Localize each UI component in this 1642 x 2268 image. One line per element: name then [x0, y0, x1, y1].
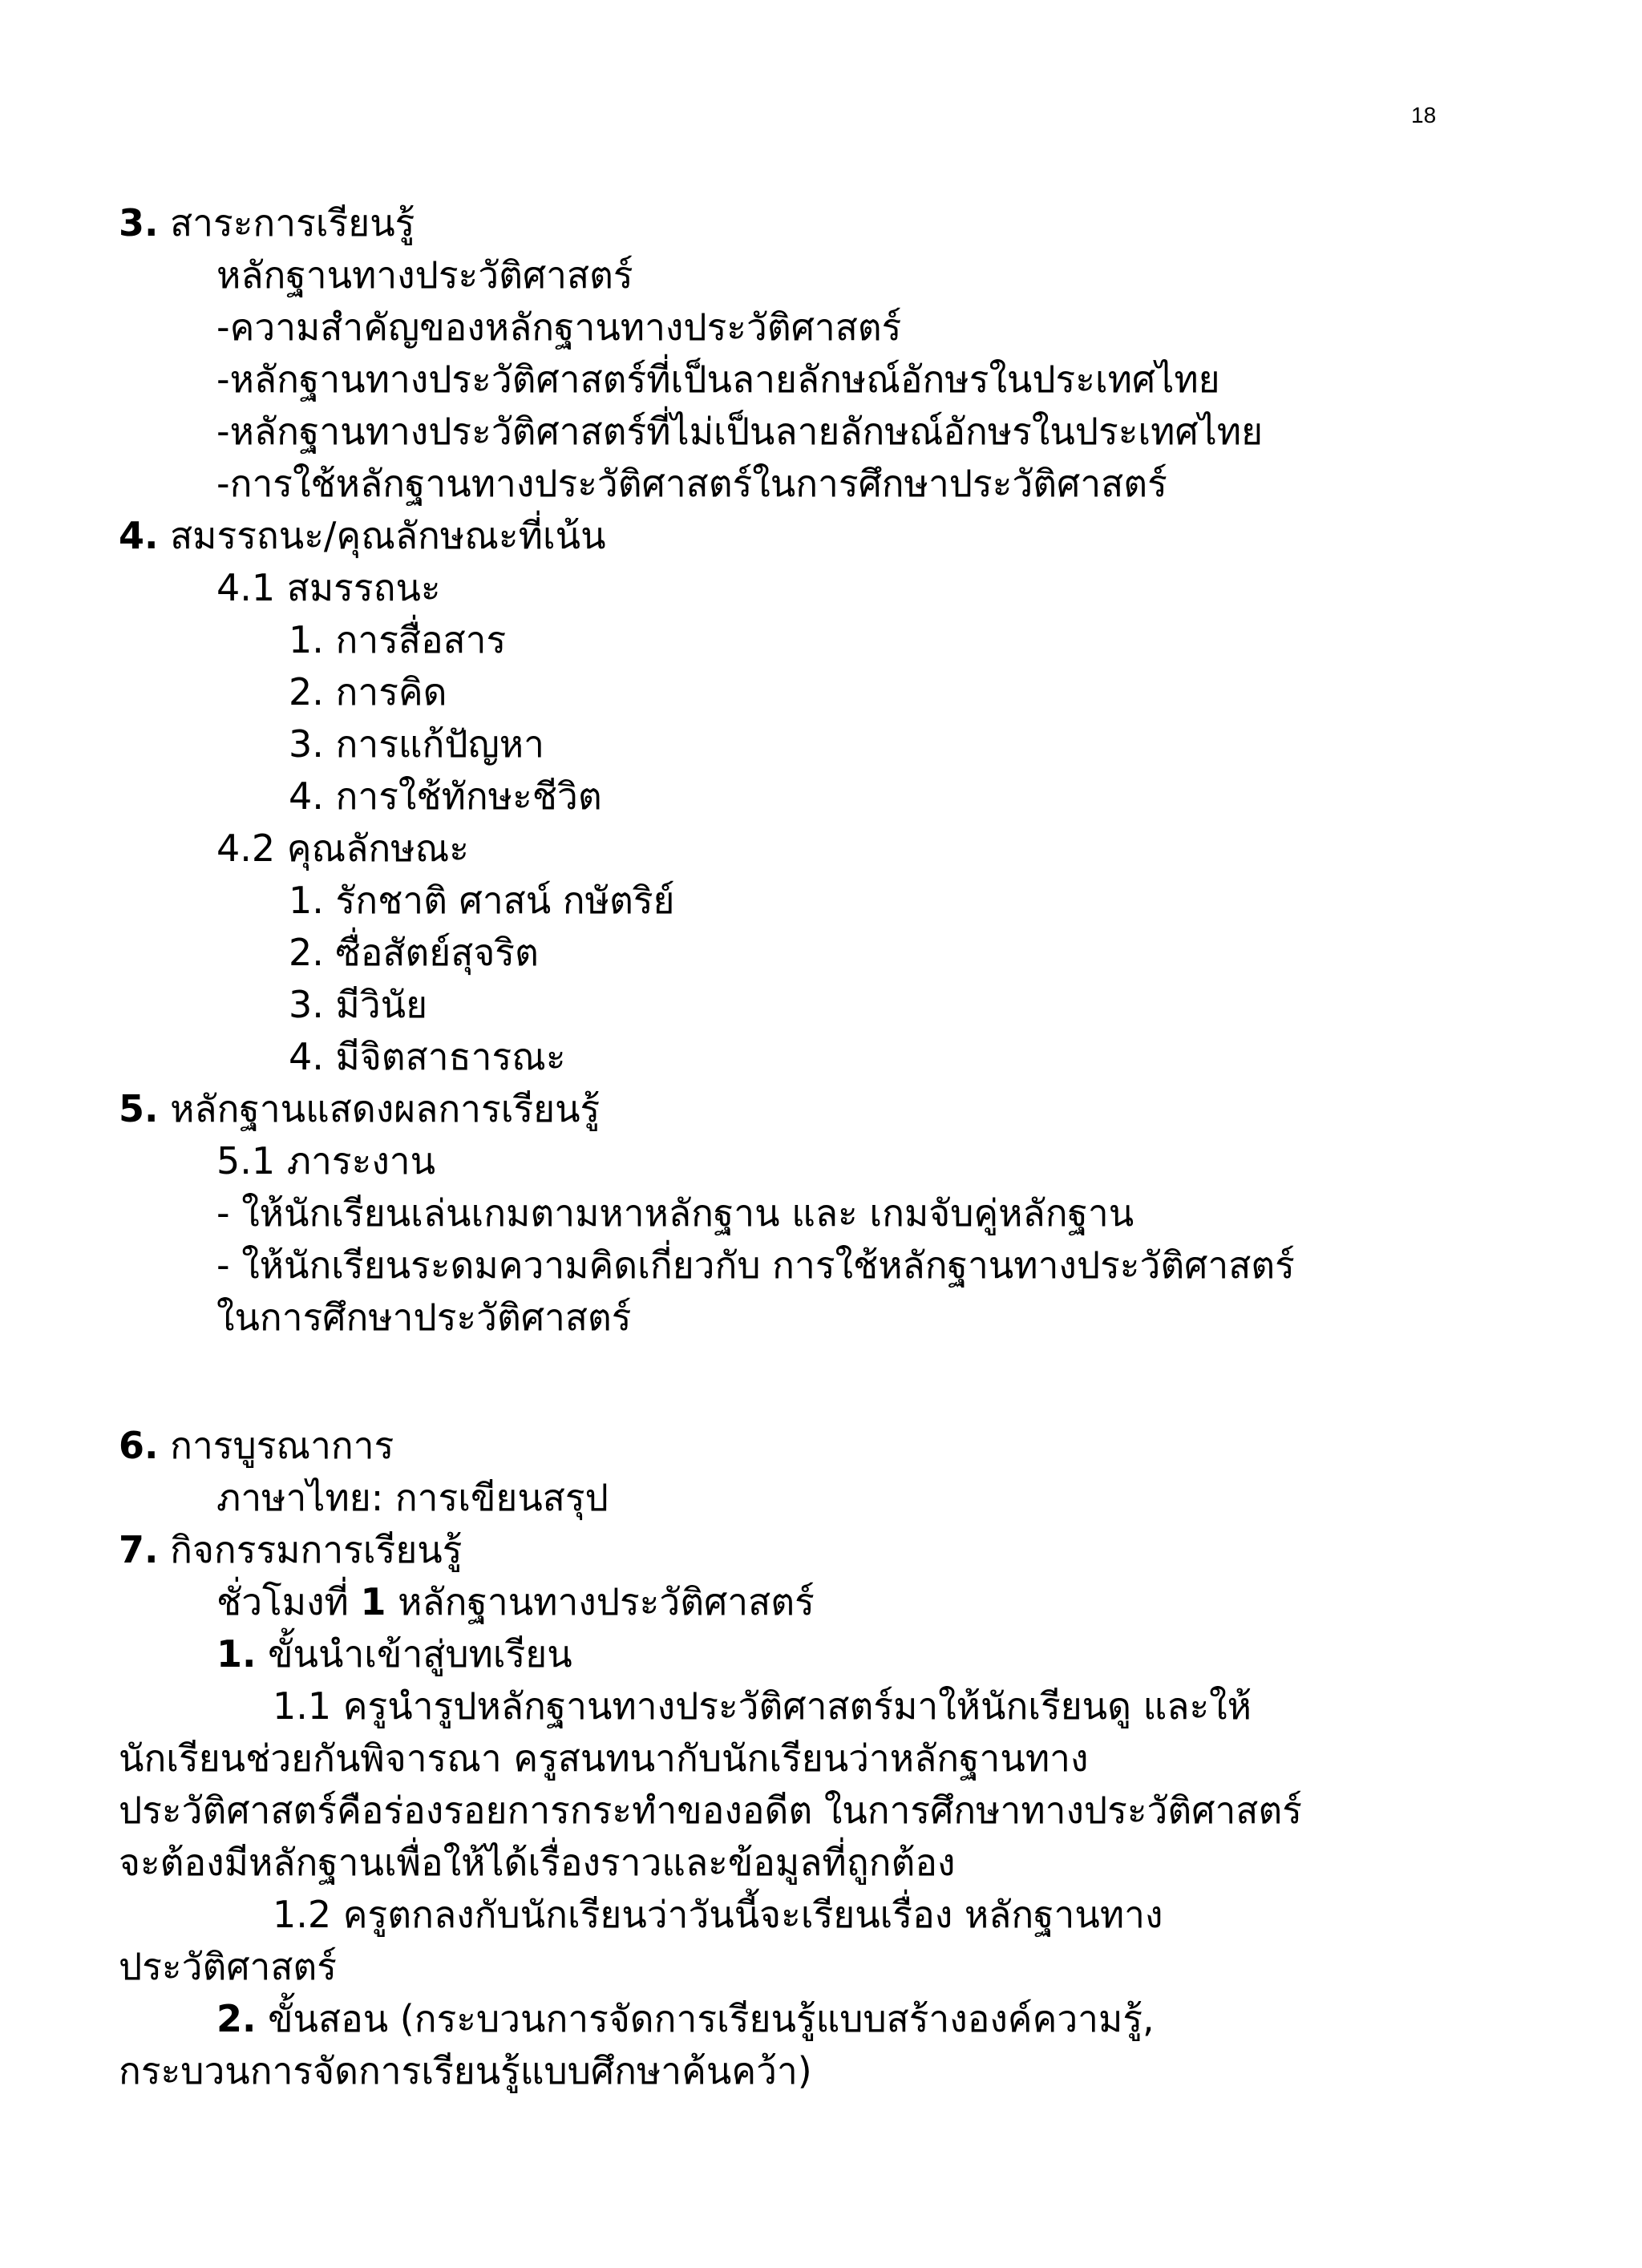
paragraph-1-1-line: ประวัติศาสตร์คือร่องรอยการกระทำของอดีต ในการศึกษาทางประวัติศาสตร์ [119, 1789, 1302, 1832]
section-3-number: 3. [119, 201, 159, 245]
section-4-heading [119, 509, 606, 562]
step-2-title: ขั้นสอน (กระบวนการจัดการเรียนรู้แบบสร้างองค์ความรู้, [268, 1997, 1155, 2040]
section-4-number: 4. [119, 514, 159, 557]
paragraph-1-1-line: นักเรียนช่วยกันพิจารณา ครูสนทนากับนักเรียนว่าหลักฐานทาง [119, 1736, 1089, 1780]
step-1-title: ขั้นนำเข้าสู่บทเรียน [268, 1632, 572, 1676]
section-5-number: 5. [119, 1087, 159, 1130]
section-7-heading [119, 1523, 462, 1576]
integration-item: ภาษาไทย: การเขียนสรุป [216, 1476, 609, 1519]
section-6-number: 6. [119, 1424, 159, 1467]
characteristic-item: 3. มีวินัย [289, 983, 428, 1026]
task-item: - ให้นักเรียนเล่นเกมตามหาหลักฐาน และ เกมจับคู่หลักฐาน [216, 1191, 1134, 1235]
section-3-item: หลักฐานทางประวัติศาสตร์ [216, 253, 633, 297]
section-5-title: หลักฐานแสดงผลการเรียนรู้ [170, 1087, 601, 1130]
hour-number: 1 [360, 1580, 386, 1623]
step-2-heading [216, 1992, 1155, 2045]
section-3-item: -ความสำคัญของหลักฐานทางประวัติศาสตร์ [216, 305, 902, 349]
competency-item: 4. การใช้ทักษะชีวิต [289, 774, 602, 818]
section-3-title: สาระการเรียนรู้ [170, 201, 415, 245]
section-6-heading [119, 1419, 394, 1472]
subsection-4-2-title: 4.2 คุณลักษณะ [216, 827, 469, 870]
characteristic-item: 2. ซื่อสัตย์สุจริต [289, 931, 539, 974]
page-number: 18 [1411, 103, 1437, 127]
section-5-heading [119, 1082, 600, 1135]
section-3-item: -หลักฐานทางประวัติศาสตร์ที่เป็นลายลักษณ์อักษรในประเทศไทย [216, 358, 1220, 401]
hour-prefix: ชั่วโมงที่ [216, 1580, 349, 1623]
competency-item: 3. การแก้ปัญหา [289, 722, 544, 766]
step-2-title-continuation: กระบวนการจัดการเรียนรู้แบบศึกษาค้นคว้า) [119, 2049, 812, 2092]
subsection-4-1-title: 4.1 สมรรถนะ [216, 566, 441, 609]
step-1-number: 1. [216, 1632, 257, 1676]
paragraph-1-1-line: จะต้องมีหลักฐานเพื่อให้ได้เรื่องราวและข้อมูลที่ถูกต้อง [119, 1841, 956, 1884]
hour-title: หลักฐานทางประวัติศาสตร์ [398, 1580, 815, 1623]
section-6-title: การบูรณาการ [170, 1424, 394, 1467]
characteristic-item: 4. มีจิตสาธารณะ [289, 1035, 566, 1078]
subsection-5-1-title: 5.1 ภาระงาน [216, 1139, 436, 1183]
paragraph-1-2-line: 1.2 ครูตกลงกับนักเรียนว่าวันนี้จะเรียนเรื่อง หลักฐานทาง [273, 1893, 1163, 1936]
section-7-title: กิจกรรมการเรียนรู้ [170, 1528, 463, 1571]
step-2-number: 2. [216, 1997, 257, 2040]
competency-item: 1. การสื่อสาร [289, 618, 507, 661]
hour-heading [216, 1575, 815, 1628]
section-3-heading [119, 196, 415, 249]
section-7-number: 7. [119, 1528, 159, 1571]
paragraph-1-2-line: ประวัติศาสตร์ [119, 1945, 338, 1988]
competency-item: 2. การคิด [289, 670, 447, 714]
task-item: - ให้นักเรียนระดมความคิดเกี่ยวกับ การใช้หลักฐานทางประวัติศาสตร์ [216, 1243, 1295, 1287]
characteristic-item: 1. รักชาติ ศาสน์ กษัตริย์ [289, 879, 675, 922]
section-3-item: -หลักฐานทางประวัติศาสตร์ที่ไม่เป็นลายลักษณ์อักษรในประเทศไทย [216, 410, 1264, 453]
section-4-title: สมรรถนะ/คุณลักษณะที่เน้น [170, 514, 606, 557]
section-3-item: -การใช้หลักฐานทางประวัติศาสตร์ในการศึกษาประวัติศาสตร์ [216, 462, 1167, 505]
paragraph-1-1-line: 1.1 ครูนำรูปหลักฐานทางประวัติศาสตร์มาให้นักเรียนดู และให้ [273, 1684, 1252, 1728]
step-1-heading [216, 1627, 572, 1680]
task-item-continuation: ในการศึกษาประวัติศาสตร์ [216, 1296, 632, 1339]
